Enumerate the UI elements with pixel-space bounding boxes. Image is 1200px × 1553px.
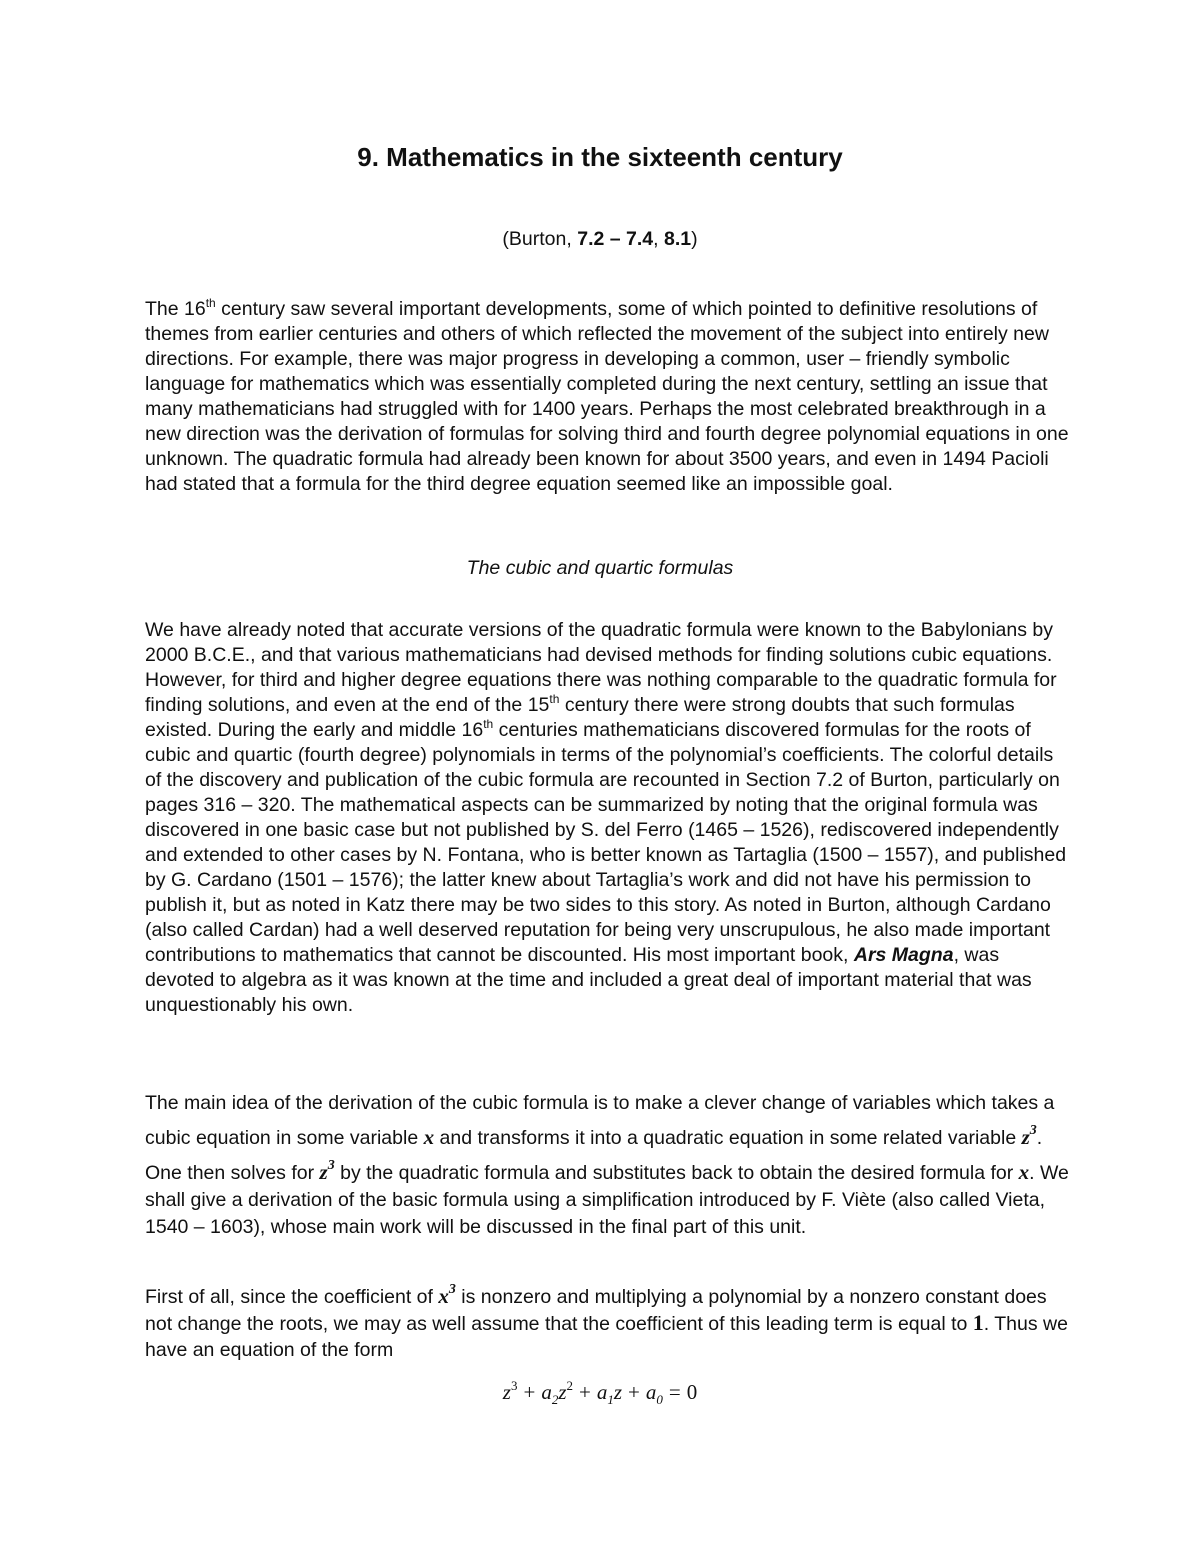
math-exponent: 3 [448,1282,456,1297]
citation-close: ) [691,228,698,250]
eq-term: a [541,1380,552,1404]
text-run: The main idea of the derivation of the cubic formula is to make a clever change of variables which takes a cubic equation in some variable [145,1092,1055,1149]
superscript: th [205,296,216,310]
eq-operator: = [668,1380,681,1404]
page-title: 9. Mathematics in the sixteenth century [357,142,843,172]
text-run: by the quadratic formula and substitutes back to obtain the desired formula for [334,1162,1019,1184]
derivation-paragraph [145,1090,1070,1241]
eq-subscript: 2 [551,1392,559,1408]
eq-term: z [558,1380,567,1404]
section-subheading: The cubic and quartic formulas [466,557,734,579]
math-exponent: 3 [327,1158,335,1173]
eq-term: z [502,1380,511,1404]
eq-subscript: 0 [656,1392,663,1408]
citation-section-2: 8.1 [663,228,692,250]
eq-operator: + [579,1380,591,1404]
intro-paragraph [145,297,1070,497]
text-run: We have already noted that accurate versions of the quadratic formula were known to the Babylonians by 2000 B.C.E., and that various mathematicians had devised methods for finding solutions cubic equations. However, for third and higher degree equations there was nothing comparable to the quadratic formula for finding solutions, and even at the end of the 15 [145,619,1057,716]
assumption-paragraph [145,1277,1070,1363]
eq-exponent: 3 [510,1378,518,1393]
citation-open: (Burton, [502,228,578,250]
eq-term: a [645,1380,657,1404]
text-run: century there were strong doubts that such formulas existed. During the early and middle 16 [145,694,1015,741]
text-run: First of all, since the coefficient of [145,1286,439,1308]
eq-term: a [596,1380,608,1404]
math-exponent: 3 [1029,1123,1037,1138]
text-run: and transforms it into a quadratic equation in some related variable [434,1127,1022,1149]
superscript: th [549,692,560,706]
text-run: century saw several important developments, some of which pointed to definitive resolutions of themes from earlier centuries and others of which reflected the movement of the subject into entirely new directions. For example, there was major progress in developing a common, user – friendly symbolic language for mathematics which was essentially completed during the next century, settling an issue that many mathematicians had struggled with for 1400 years. Perhaps the most celebrated breakthrough in a new direction was the derivation of formulas for solving third and fourth degree polynomial equations in one unknown. The quadratic formula had already been known for about 3500 years, and even in 1494 Pacioli had stated that a formula for the third degree equation seemed like an impossible goal. [145,298,1069,495]
text-run: centuries mathematicians discovered formulas for the roots of cubic and quartic (fourth degree) polynomials in terms of the polynomial’s coefficients. The colorful details of the discovery and publication of the cubic formula are recounted in Section 7.2 of Burton, particularly on pages 316 – 320. The mathematical aspects can be summarized by noting that the original formula was discovered in one basic case but not published by S. del Ferro (1465 – 1526), rediscovered independently and extended to other cases by N. Fontana, who is better known as Tartaglia (1500 – 1557), and published by G. Cardano (1501 – 1576); the latter knew about Tartaglia’s work and did not have his permission to publish it, but as noted in Katz there may be two sides to this story. As noted in Burton, although Cardano (also called Cardan) had a well deserved reputation for being very unscrupulous, he also made important contributions to mathematics that cannot be discounted. His most important book, [145,719,1067,966]
text-run: . Thus we have an equation of the form [145,1313,1068,1361]
math-variable: z [319,1160,328,1184]
eq-operator: + [523,1380,536,1404]
superscript: th [483,717,494,731]
math-variable: x [438,1284,449,1308]
citation-line [0,228,1200,251]
eq-operator: + [628,1380,640,1404]
book-title: Ars Magna [853,944,954,966]
text-run: . We shall give a derivation of the basic formula using a simplification introduced by F. Viète (also called Vieta, 1540 – 1603), whose main work will be discussed in the final part of this unit. [145,1162,1069,1238]
text-run: The 16 [145,298,206,320]
cubic-equation [0,1380,1200,1408]
citation-section-1: 7.2 – 7.4 [577,228,654,250]
eq-exponent: 2 [566,1378,573,1393]
citation-sep: , [653,228,664,250]
math-variable: x [1018,1160,1030,1184]
history-paragraph [145,618,1070,1018]
eq-subscript: 1 [607,1392,614,1408]
math-number: 1 [972,1310,984,1335]
text-run: , was devoted to algebra as it was known at the time and included a great deal of important material that was unquestionably his own. [145,944,1032,1016]
text-run: is nonzero and multiplying a polynomial by a nonzero constant does not change the roots, we may as well assume that the coefficient of this leading term is equal to [145,1286,1047,1335]
eq-term: z [613,1380,623,1404]
math-variable: x [423,1125,435,1149]
text-run: . One then solves for [145,1127,1043,1184]
eq-term: 0 [686,1380,698,1404]
math-variable: z [1021,1125,1030,1149]
